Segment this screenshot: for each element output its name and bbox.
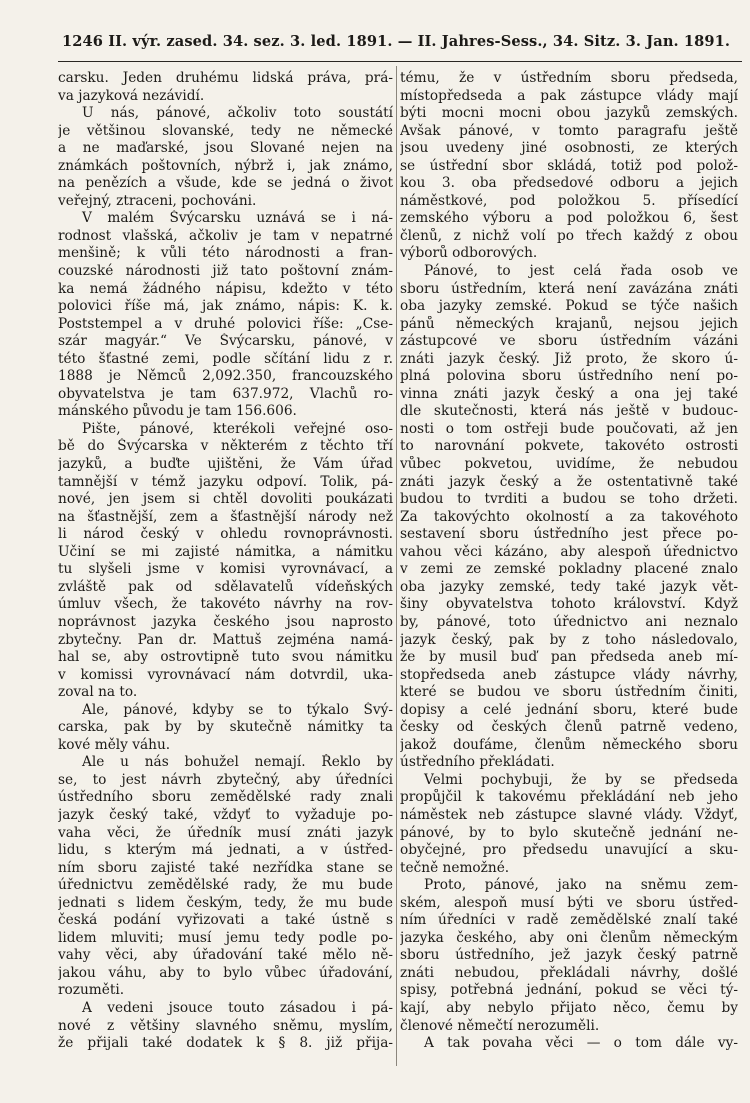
- text-line: česky od českých členů patrně vedeno,: [400, 719, 738, 736]
- text-line: A vedeni jsouce touto zásadou i pá-: [82, 999, 393, 1016]
- text-line: rozuměti.: [58, 982, 125, 999]
- text-line: jakož doufáme, členům německého sboru: [400, 736, 738, 753]
- text-line: ním úředníci v radě zemědělské znalí také: [400, 912, 738, 929]
- text-line: jednati s lidem českým, tedy, že mu bude: [58, 894, 393, 911]
- text-line: by, pánové, toto úřednictvo ani neznalo: [400, 613, 738, 630]
- text-line: menšině; k vůli této národnosti a fran-: [58, 245, 393, 262]
- page-header: 1246 II. výr. zased. 34. sez. 3. led. 1891. — II. Jahres-Sess., 34. Sitz. 3. Jan. 1891.: [62, 33, 731, 50]
- text-line: obyčejné, pro předsedu unavující a sku-: [400, 842, 738, 859]
- text-line: A tak povaha věci — o tom dále vy-: [424, 1035, 738, 1052]
- text-line: va jazyková nezávidí.: [58, 87, 205, 104]
- text-line: úmluv všech, že takovéto návrhy na rov-: [58, 596, 393, 613]
- text-line: členů, z nichž volí po třech každý z obou: [400, 227, 738, 244]
- text-line: tečně nemožné.: [400, 859, 510, 876]
- text-line: couzské národnosti již tato poštovní znám-: [58, 263, 393, 280]
- text-line: oba jazyky zemské. Pokud se týče našich: [400, 298, 738, 315]
- right-column: [400, 70, 738, 1053]
- text-line: dopisy a celé jednání sboru, které bude: [400, 701, 738, 718]
- text-line: se, to jest návrh zbytečný, aby úředníci: [58, 771, 393, 788]
- text-line: tému, že v ústředním sboru předseda,: [400, 70, 738, 86]
- text-line: úřednictvu zemědělské rady, že mu bude: [58, 877, 393, 894]
- text-line: sboru ústředního, jež jazyk český patrně: [400, 947, 738, 964]
- text-line: lidem mluviti; musí jemu tedy podle po-: [58, 929, 393, 946]
- text-line: veřejný, ztraceni, pochováni.: [58, 192, 257, 209]
- text-line: a ne maďarské, jsou Slované nejen na: [58, 140, 393, 157]
- text-line: jazyků, a buďte ujištěni, že Vám úřad: [58, 456, 393, 473]
- text-line: nové z většiny slavného sněmu, myslím,: [58, 1017, 393, 1034]
- text-line: znáti jazyk český. Již proto, že skoro ú-: [400, 350, 738, 367]
- text-line: znáti nebudou, překládali návrhy, došlé: [400, 964, 738, 981]
- text-line: v komissi vyrovnávací nám dotvrdil, uka-: [58, 666, 393, 683]
- text-line: li národ český v ohledu rovnoprávnosti.: [58, 526, 393, 543]
- text-line: Za takovýchto okolností a za takovéhoto: [400, 508, 738, 525]
- text-line: ústředního sboru zemědělské rady znali: [58, 789, 393, 806]
- text-line: rodnost vlašská, ačkoliv je tam v nepatrné: [58, 227, 393, 244]
- left-column: [58, 70, 393, 1053]
- text-line: V malém Švýcarsku uznává se i ná-: [82, 210, 393, 227]
- text-line: Ale, pánové, kdyby se to týkalo Švý-: [82, 701, 393, 718]
- text-line: znáti jazyk český a že ostentativně také: [400, 473, 738, 490]
- text-line: noprávnost jazyka českého jsou naprosto: [58, 613, 393, 630]
- text-line: zvláště pak od sdělavatelů vídeňských: [58, 578, 393, 595]
- text-line: U nás, pánové, ačkoliv toto soustátí: [82, 105, 393, 122]
- text-line: se ústřední sbor skládá, totiž pod polož-: [400, 157, 738, 174]
- text-line: dle skutečnosti, která nás ještě v budouc-: [400, 403, 738, 420]
- text-line: ústředního překládati.: [400, 754, 555, 771]
- text-line: plná polovina sboru ústředního není po-: [400, 368, 738, 385]
- text-line: pánů německých krajanů, nejsou jejich: [400, 315, 738, 332]
- header-rule: [58, 61, 742, 62]
- text-line: na šťastnější, zem a šťastnější národy než: [58, 508, 393, 525]
- text-line: že přijali také dodatek k § 8. již přija-: [58, 1035, 393, 1052]
- text-line: vaha věci, že úředník musí znáti jazyk: [58, 824, 393, 841]
- text-line: polovici říše má, jak známo, nápis: K. k.: [58, 298, 393, 315]
- text-line: vůbec pokvetou, uvidíme, že nebudou: [400, 456, 738, 473]
- text-line: na penězích a všude, kde se jedná o život: [58, 175, 393, 192]
- text-line: zbytečny. Pan dr. Mattuš zejména namá-: [58, 631, 393, 648]
- text-line: česká podání vyřizovati a také ústně s: [58, 912, 393, 929]
- text-line: místopředseda a pak zástupce vlády mají: [400, 87, 738, 104]
- text-line: které se budou ve sboru ústředním činiti,: [400, 684, 738, 701]
- text-line: náměstkové, pod položkou 5. přísedící: [400, 192, 738, 209]
- text-line: hal se, aby ostrovtipně tuto svou námitku: [58, 649, 393, 666]
- text-line: náměstek neb zástupce slavné vlády. Vždyť,: [400, 806, 738, 823]
- text-line: v zemi ze zemské pokladny placené znalo: [400, 561, 738, 578]
- text-line: členové němečtí nerozuměli.: [400, 1017, 600, 1034]
- text-line: jazyk český, pak by z toho následovalo,: [400, 631, 738, 648]
- text-line: Ale u nás bohužel nemají. Řeklo by: [82, 754, 393, 771]
- text-line: býti mocni mocni obou jazyků zemských.: [400, 105, 738, 122]
- text-line: této šťastné zemi, podle sčítání lidu z r.: [58, 350, 393, 367]
- text-line: Pište, pánové, kterékoli veřejné oso-: [82, 420, 393, 437]
- text-line: stopředseda aneb zástupce vlády návrhy,: [400, 666, 738, 683]
- text-line: jakou váhu, aby to bylo vůbec úřadování,: [58, 964, 393, 981]
- text-line: sboru ústředním, která není zavázána znáti: [400, 280, 738, 297]
- text-line: šiny obyvatelstva tohoto království. Když: [400, 596, 738, 613]
- text-line: je většinou slovanské, tedy ne německé: [58, 122, 393, 139]
- text-line: nosti o tom ostřeji bude poučovati, až jen: [400, 420, 738, 437]
- text-line: lidu, s kterým má jednati, a v ústřed-: [58, 842, 393, 859]
- text-line: kají, aby nebylo přijato něco, čemu by: [400, 999, 738, 1016]
- text-line: tu slyšeli jsme v komisi vyrovnávací, a: [58, 561, 393, 578]
- text-line: ka nemá žádného nápisu, kdežto v této: [58, 280, 393, 297]
- text-line: vinna znáti jazyk český a ona jej také: [400, 385, 738, 402]
- text-line: Proto, pánové, jako na sněmu zem-: [424, 877, 738, 894]
- text-line: jazyk český také, vždyť to vyžaduje po-: [58, 806, 393, 823]
- text-line: zemského výboru a pod položkou 6, šest: [400, 210, 738, 227]
- text-line: Pánové, to jest celá řada osob ve: [424, 263, 738, 280]
- text-line: vahou věci kázáno, aby alespoň úřednictvo: [400, 543, 738, 560]
- text-line: Velmi pochybuji, že by se předseda: [424, 771, 738, 788]
- text-line: spisy, potřebná jednání, pokud se věci tý-: [400, 982, 738, 999]
- text-line: carsku. Jeden druhému lidská práva, prá-: [58, 70, 393, 86]
- text-line: známkách poštovních, nýbrž i, jak známo,: [58, 157, 393, 174]
- text-line: to narovnání pokvete, takovéto ostrosti: [400, 438, 738, 455]
- text-line: oba jazyky zemské, tedy také jazyk vět-: [400, 578, 738, 595]
- text-line: budou to tvrditi a budou se toho držeti.: [400, 491, 738, 508]
- text-line: kou 3. oba předsedové odboru a jejich: [400, 175, 738, 192]
- text-line: mánského původu je tam 156.606.: [58, 403, 297, 420]
- text-line: nové, jen jsem si chtěl dovoliti poukázati: [58, 491, 393, 508]
- text-line: ském, alespoň musí býti ve sboru ústřed-: [400, 894, 738, 911]
- text-line: szár magyár.“ Ve Švýcarsku, pánové, v: [58, 333, 393, 350]
- text-line: pánové, by to bylo skutečně jednání ne-: [400, 824, 738, 841]
- text-line: vahy věci, aby úřadování také mělo ně-: [58, 947, 393, 964]
- text-line: propůjčil k takovému překládání neb jeho: [400, 789, 738, 806]
- text-line: jsou uvedeny jiné osobnosti, ze kterých: [400, 140, 738, 157]
- text-line: zástupcové ve sboru ústředním vázáni: [400, 333, 738, 350]
- text-line: obyvatelstva je tam 637.972, Vlachů ro-: [58, 385, 393, 402]
- text-line: bě do Švýcarska v některém z těchto tří: [58, 438, 393, 455]
- text-line: Poststempel a v druhé polovici říše: „Cse-: [58, 315, 393, 332]
- text-line: jazyka českého, aby oni členům německým: [400, 929, 738, 946]
- text-line: 1888 je Němců 2,092.350, francouzského: [58, 368, 393, 385]
- text-line: zoval na to.: [58, 684, 138, 701]
- text-line: že by musil buď pan předseda aneb mí-: [400, 649, 738, 666]
- text-line: carska, pak by by skutečně námitky ta: [58, 719, 393, 736]
- text-line: Avšak pánové, v tomto paragrafu ještě: [400, 122, 738, 139]
- column-divider: [396, 66, 397, 1066]
- text-line: výborů odborových.: [400, 245, 538, 262]
- text-line: ním sboru zajisté také nezřídka stane se: [58, 859, 393, 876]
- text-line: Učiní se mi zajisté námitka, a námitku: [58, 543, 393, 560]
- text-line: sestavení sboru ústředního jest přece po-: [400, 526, 738, 543]
- text-line: kové měly váhu.: [58, 736, 171, 753]
- text-line: tamnější v témž jazyku odpoví. Tolik, pá-: [58, 473, 393, 490]
